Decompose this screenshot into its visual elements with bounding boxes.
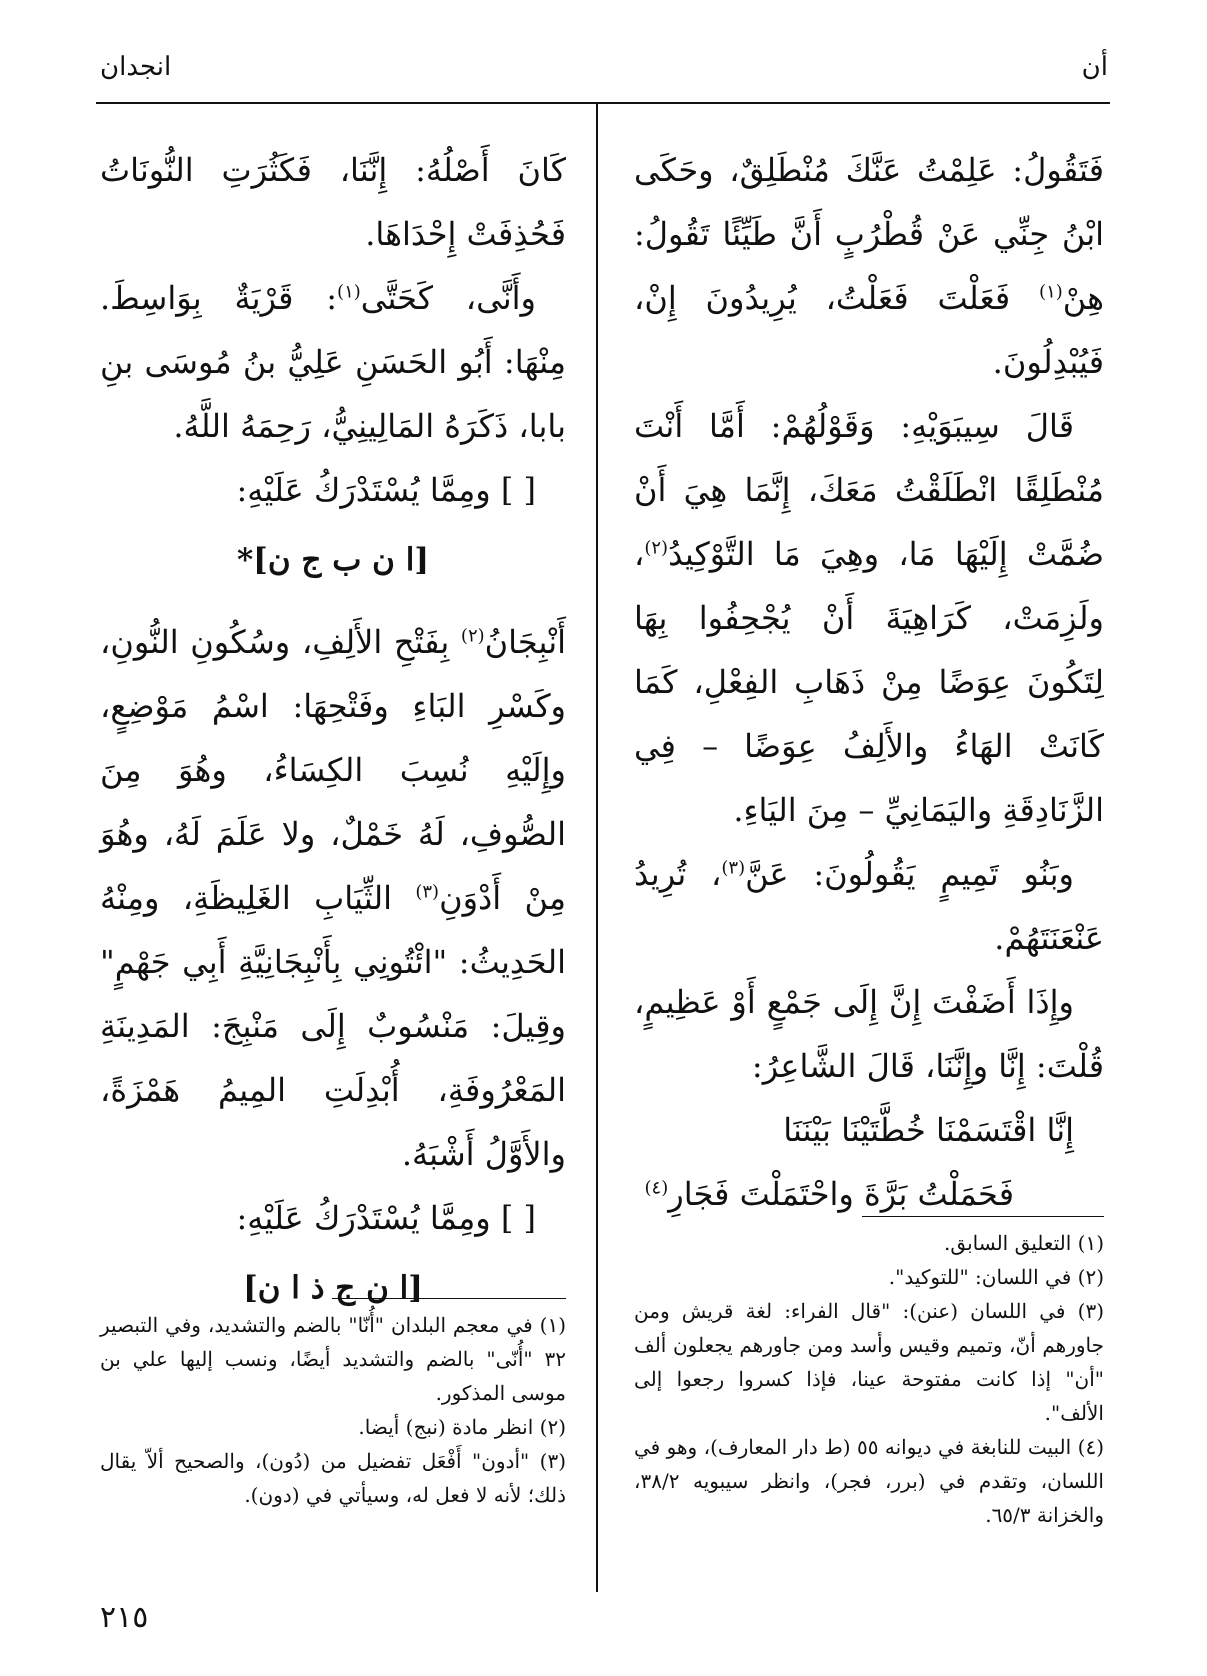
paragraph [634, 138, 1104, 394]
paragraph [100, 610, 566, 1186]
paragraph-text: وأَنَّى، كَحَتَّى [360, 279, 537, 317]
header-rule [96, 102, 1110, 104]
entry-heading: [ا ن ب ج ن]* [236, 542, 430, 578]
paragraph-text: فَعَلْتَ فَعَلْتُ، يُرِيدُونَ إِنْ، فَيُبْدِلُونَ. [634, 279, 1104, 381]
paragraph-text: : قَرْيَةٌ بِوَاسِطَ. مِنْهَا: أَبُو الحَسَنِ عَلِيُّ بنُ مُوسَى بنِ بابا، ذَكَرَهُ المَالِينِيُّ، رَحِمَهُ اللَّهُ. [100, 279, 566, 445]
footnote-ref: (٣) [721, 857, 746, 879]
paragraph-text: [ ] ومِمَّا يُسْتَدْرَكُ عَلَيْهِ: [236, 1199, 536, 1237]
footnote: (٣) "أدون" أَفْعَل تفضيل من (دُون)، والصحيح ألاّ يقال ذلك؛ لأنه لا فعل له، وسيأتي في (دون). [100, 1449, 566, 1507]
running-head-left: انجدان [100, 52, 172, 82]
right-column [634, 138, 1104, 1226]
paragraph [634, 394, 1104, 842]
verse-line [634, 1098, 1104, 1162]
footnote: (١) التعليق السابق. [944, 1231, 1104, 1255]
footnotes-right [634, 1226, 1104, 1532]
running-head-right: أن [1081, 52, 1108, 82]
paragraph [100, 266, 566, 458]
footnote-ref: (٤) [644, 1177, 669, 1199]
paragraph-text: ، تُرِيدُ عَنْعَنَتَهُمْ. [634, 855, 1104, 957]
paragraph [100, 458, 566, 522]
paragraph-text: وإِذَا أَضَفْتَ إِنَّ إِلَى جَمْعٍ أَوْ عَظِيمٍ، قُلْتَ: إِنَّا وإِنَّنَا، قَالَ الشَّاعِرُ: [634, 983, 1104, 1085]
paragraph-text: [ ] ومِمَّا يُسْتَدْرَكُ عَلَيْهِ: [236, 471, 536, 509]
footnote: (٢) انظر مادة (نبج) أيضا. [358, 1415, 566, 1439]
column-divider [596, 104, 598, 1592]
footnote-ref: (١) [1039, 281, 1063, 303]
paragraph-text: الثِّيَابِ الغَلِيظَةِ، ومِنْهُ الحَدِيثُ: "ائْتُونِي بِأَنْبِجَانِيَّةِ أَبِي جَهْمٍ" وقِيلَ: مَنْسُوبٌ إِلَى مَنْبِجَ: المَدِينَةِ المَعْرُوفَةِ، أُبْدِلَتِ المِيمُ هَمْزَةً، والأَوَّلُ أَشْبَهُ. [100, 879, 566, 1173]
footnote-rule [862, 1216, 1104, 1217]
footnote: (٤) البيت للنابغة في ديوانه ٥٥ (ط دار المعارف)، وهو في اللسان، وتقدم في (برر، فجر)، وانظر سيبويه ٣٨/٢، والخزانة ٦٥/٣. [634, 1435, 1105, 1527]
paragraph [100, 138, 566, 266]
paragraph [634, 842, 1104, 970]
verse-text: إِنَّا اقْتَسَمْنَا خُطَّتَيْنَا بَيْنَنَا [783, 1111, 1074, 1149]
footnote-rule [332, 1298, 566, 1299]
footnote: (٣) في اللسان (عنن): "قال الفراء: لغة قريش ومن جاورهم أنّ، وتميم وقيس وأسد ومن جاورهم يجعلون ألف "أن" إذا كانت مفتوحة عينا، فإذا كسروا رجعوا إلى الألف". [634, 1299, 1104, 1425]
paragraph-text: وبَنُو تَمِيمٍ يَقُولُونَ: عَنَّ [745, 855, 1074, 893]
paragraph-text: فَتَقُولُ: عَلِمْتُ عَنَّكَ مُنْطَلِقٌ، وحَكَى ابْنُ جِنِّي عَنْ قُطْرُبٍ أَنَّ طَيِّئًا تَقُولُ: هِنْ [634, 151, 1104, 317]
footnote: (٢) في اللسان: "للتوكيد". [888, 1265, 1104, 1289]
paragraph [634, 970, 1104, 1098]
paragraph-text: أَنْبِجَانُ [484, 623, 566, 661]
footnote-ref: (٢) [644, 537, 669, 559]
left-column [100, 138, 566, 1338]
footnotes-left [100, 1308, 566, 1512]
page-number: ٢١٥ [100, 1600, 149, 1635]
paragraph-text: بِفَتْحِ الأَلِفِ، وسُكُونِ النُّونِ، وكَسْرِ البَاءِ وفَتْحِهَا: اسْمُ مَوْضِعٍ، وإِلَيْهِ نُسِبَ الكِسَاءُ، وهُوَ مِنَ الصُّوفِ، لَهُ خَمْلٌ، ولا عَلَمَ لَهُ، وهُوَ مِنْ أَدْوَنِ [100, 623, 566, 917]
running-head [100, 52, 1108, 102]
verse-text: فَحَمَلْتُ بَرَّةَ واحْتَمَلْتَ فَجَارِ [668, 1175, 1014, 1213]
footnote-ref: (٣) [415, 881, 440, 903]
footnote-ref: (٢) [460, 625, 485, 647]
entry-heading: [ا ن ج ذ ا ن] [243, 1270, 423, 1306]
paragraph-text: ، ولَزِمَتْ، كَرَاهِيَةَ أَنْ يُجْحِفُوا بِهَا لِتَكُونَ عِوَضًا مِنْ ذَهَابِ الفِعْلِ، كَمَا كَانَتْ الهَاءُ والأَلِفُ عِوَضًا – فِي الزَّنَادِقَةِ واليَمَانِيِّ – مِنَ اليَاءِ. [634, 535, 1104, 829]
footnote-ref: (١) [337, 281, 361, 303]
footnote: (١) في معجم البلدان "أُنّا" بالضم والتشديد، وفي التبصير ٣٢ "أُنّى" بالضم والتشديد أيضًا، ونسب إليها علي بن موسى المذكور. [100, 1313, 566, 1405]
paragraph-text: قَالَ سِيبَوَيْهِ: وَقَوْلُهُمْ: أَمَّا أَنْتَ مُنْطَلِقًا انْطَلَقْتُ مَعَكَ، إِنَّمَا هِيَ أَنْ ضُمَّتْ إِلَيْهَا مَا، وهِيَ مَا التَّوْكِيدُ [634, 407, 1104, 573]
paragraph-text: كَانَ أَصْلُهُ: إِنَّنَا، فَكَثُرَتِ النُّونَاتُ فَحُذِفَتْ إِحْدَاهَا. [100, 151, 566, 253]
paragraph [100, 1186, 566, 1250]
